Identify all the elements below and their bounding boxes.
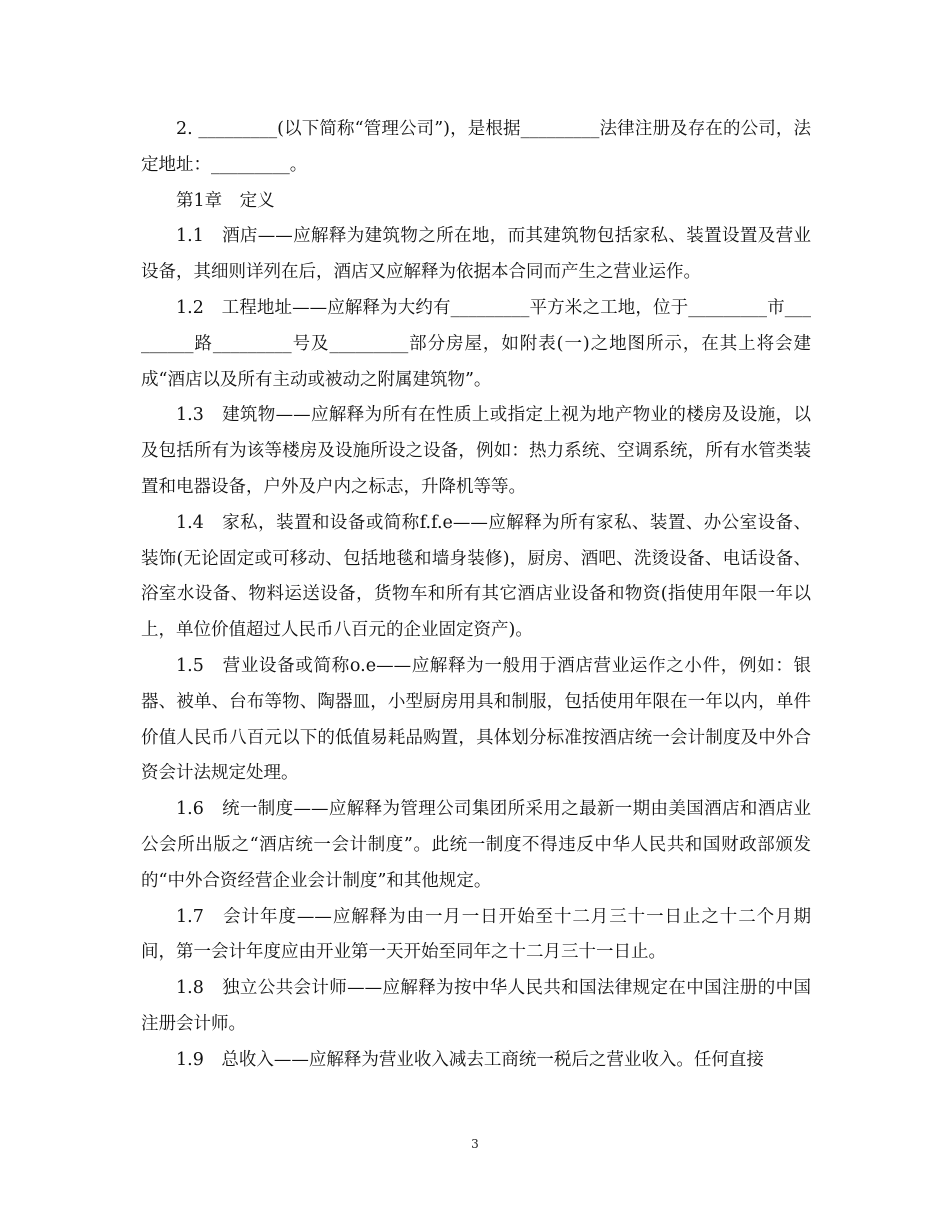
definition-hotel: 1.1 酒店——应解释为建筑物之所在地，而其建筑物包括家私、装置设置及营业设备，其细则详列在后，酒店又应解释为依据本合同而产生之营业运作。 (141, 226, 811, 283)
definition-public-accountant: 1.8 独立公共会计师——应解释为按中华人民共和国法律规定在中国注册的中国注册会计师。 (141, 978, 811, 1034)
definition-operating-equipment: 1.5 营业设备或简称o.e——应解释为一般用于酒店营业运作之小件，例如：银器、被单、台布等物、陶器皿，小型厨房用具和制服，包括使用年限在一年以内，单件价值人民币八百元以下的低值易耗品购置，具体划分标准按酒店统一会计制度及中外合资会计法规定处理。 (141, 655, 811, 784)
definition-building: 1.3 建筑物——应解释为所有在性质上或指定上视为地产物业的楼房及设施，以及包括所有为该等楼房及设施所设之设备，例如：热力系统、空调系统，所有水管类装置和电器设备，户外及户内之标志，升降机等等。 (141, 405, 811, 497)
chapter-heading: 第1章 定义 (176, 190, 275, 211)
document-body (141, 112, 811, 1079)
paragraph-management-company: 2. _________(以下简称“管理公司”)，是根据_________法律注册及存在的公司，法定地址：_________。 (141, 119, 811, 175)
page-number: 3 (471, 1137, 479, 1151)
definition-site-address: 1.2 工程地址——应解释为大约有_________平方米之工地，位于_________市_________路_________号及_________部分房屋，如附表(一)之地图所示，在其上将会建成“酒店以及所有主动或被动之附属建筑物”。 (141, 297, 811, 390)
definition-uniform-system: 1.6 统一制度——应解释为管理公司集团所采用之最新一期由美国酒店和酒店业公会所出版之“酒店统一会计制度”。此统一制度不得违反中华人民共和国财政部颁发的“中外合资经营企业会计制度”和其他规定。 (141, 799, 811, 891)
definition-fiscal-year: 1.7 会计年度——应解释为由一月一日开始至十二月三十一日止之十二个月期间，第一会计年度应由开业第一天开始至同年之十二月三十一日止。 (141, 906, 811, 963)
definition-gross-revenue: 1.9 总收入——应解释为营业收入减去工商统一税后之营业收入。任何直接 (176, 1049, 764, 1070)
definition-ffe: 1.4 家私，装置和设备或简称f.f.e——应解释为所有家私、装置、办公室设备、装饰(无论固定或可移动、包括地毯和墙身装修)，厨房、酒吧、洗烫设备、电话设备、浴室水设备、物料运送设备，货物车和所有其它酒店业设备和物资(指使用年限一年以上，单位价值超过人民币八百元的企业固定资产)。 (141, 512, 811, 641)
